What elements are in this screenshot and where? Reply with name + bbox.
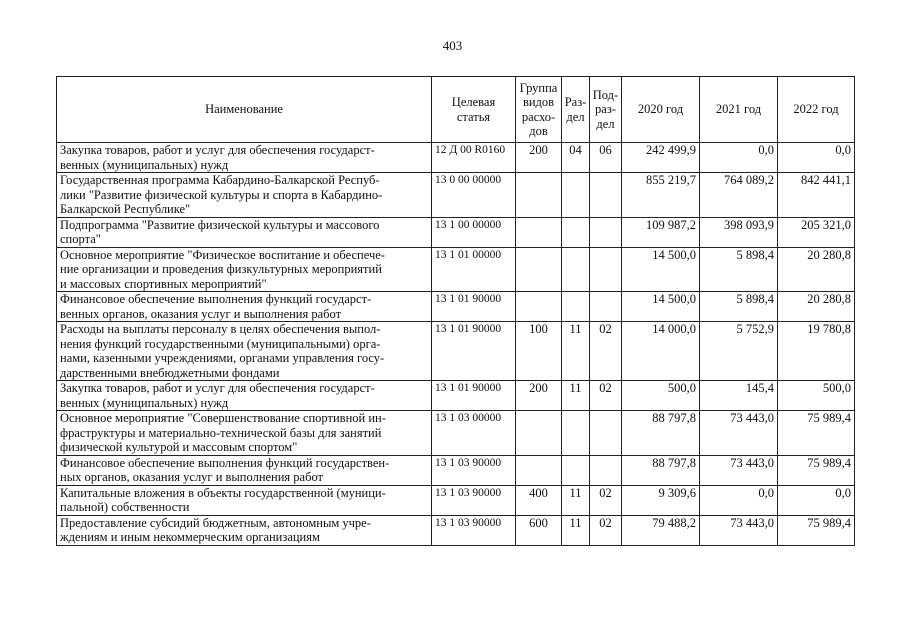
cell-2022: 0,0 [778,485,855,515]
cell-name: Расходы на выплаты персоналу в целях обеспечения выпол- нения функций государственными (муниципальными) орга- нами, казенными учреждениями, органами управления госу- дарственными внебюджетными фондами [57,322,432,381]
cell-2022: 842 441,1 [778,173,855,218]
cell-2021: 5 898,4 [700,292,778,322]
cell-subsection: 02 [590,381,622,411]
cell-target-article: 13 1 03 90000 [432,455,516,485]
cell-expense-group: 200 [516,381,562,411]
table-row [57,411,855,456]
cell-subsection [590,217,622,247]
cell-name: Подпрограмма "Развитие физической культуры и массового спорта" [57,217,432,247]
cell-subsection [590,292,622,322]
cell-section: 04 [562,143,590,173]
cell-2022: 75 989,4 [778,455,855,485]
cell-subsection: 02 [590,322,622,381]
cell-subsection [590,247,622,292]
cell-expense-group [516,292,562,322]
cell-2020: 14 500,0 [622,292,700,322]
cell-2022: 19 780,8 [778,322,855,381]
cell-2021: 73 443,0 [700,411,778,456]
header-2021: 2021 год [700,77,778,143]
cell-2021: 145,4 [700,381,778,411]
cell-2020: 88 797,8 [622,455,700,485]
cell-expense-group [516,411,562,456]
table-row [57,217,855,247]
cell-section [562,217,590,247]
table-row [57,292,855,322]
cell-2022: 0,0 [778,143,855,173]
cell-2020: 855 219,7 [622,173,700,218]
cell-expense-group: 100 [516,322,562,381]
table-header-row [57,77,855,143]
cell-subsection: 02 [590,515,622,545]
cell-target-article: 13 1 03 90000 [432,515,516,545]
header-name: Наименование [57,77,432,143]
cell-2021: 73 443,0 [700,455,778,485]
cell-2020: 79 488,2 [622,515,700,545]
header-2020: 2020 год [622,77,700,143]
cell-target-article: 13 0 00 00000 [432,173,516,218]
cell-2021: 73 443,0 [700,515,778,545]
cell-target-article: 13 1 03 00000 [432,411,516,456]
cell-target-article: 13 1 01 90000 [432,322,516,381]
cell-expense-group: 200 [516,143,562,173]
cell-expense-group: 400 [516,485,562,515]
cell-name: Основное мероприятие "Физическое воспитание и обеспече- ние организации и проведения физкультурных мероприятий и массовых спортивных мероприятий" [57,247,432,292]
cell-name: Основное мероприятие "Совершенствование спортивной ин- фраструктуры и материально-технической базы для занятий физической культурой и массовым спортом" [57,411,432,456]
table-row [57,322,855,381]
cell-target-article: 13 1 03 90000 [432,485,516,515]
cell-section [562,173,590,218]
table-row [57,247,855,292]
cell-2022: 500,0 [778,381,855,411]
cell-2021: 0,0 [700,143,778,173]
cell-expense-group [516,217,562,247]
budget-table [56,76,855,546]
cell-name: Финансовое обеспечение выполнения функций государст- венных органов, оказания услуг и выполнения работ [57,292,432,322]
cell-name: Капитальные вложения в объекты государственной (муници- пальной) собственности [57,485,432,515]
table-row [57,515,855,545]
cell-2020: 109 987,2 [622,217,700,247]
cell-2021: 5 898,4 [700,247,778,292]
cell-name: Финансовое обеспечение выполнения функций государствен- ных органов, оказания услуг и выполнения работ [57,455,432,485]
cell-2020: 242 499,9 [622,143,700,173]
cell-expense-group [516,173,562,218]
cell-2020: 14 000,0 [622,322,700,381]
cell-target-article: 13 1 01 90000 [432,292,516,322]
table-row [57,455,855,485]
cell-2021: 398 093,9 [700,217,778,247]
table-row [57,485,855,515]
cell-section [562,292,590,322]
cell-target-article: 13 1 00 00000 [432,217,516,247]
table-row [57,143,855,173]
cell-2022: 75 989,4 [778,515,855,545]
cell-2022: 20 280,8 [778,292,855,322]
cell-subsection: 06 [590,143,622,173]
cell-expense-group: 600 [516,515,562,545]
table-body [57,143,855,546]
cell-name: Предоставление субсидий бюджетным, автономным учре- ждениям и иным некоммерческим организациям [57,515,432,545]
cell-2022: 20 280,8 [778,247,855,292]
cell-name: Закупка товаров, работ и услуг для обеспечения государст- венных (муниципальных) нужд [57,143,432,173]
cell-2020: 14 500,0 [622,247,700,292]
cell-subsection [590,411,622,456]
header-subsection: Под- раз- дел [590,77,622,143]
cell-name: Закупка товаров, работ и услуг для обеспечения государст- венных (муниципальных) нужд [57,381,432,411]
cell-2020: 9 309,6 [622,485,700,515]
cell-target-article: 12 Д 00 R0160 [432,143,516,173]
cell-2021: 0,0 [700,485,778,515]
cell-2020: 88 797,8 [622,411,700,456]
cell-2022: 75 989,4 [778,411,855,456]
cell-2021: 764 089,2 [700,173,778,218]
page-number: 403 [442,38,463,53]
table-row [57,173,855,218]
cell-target-article: 13 1 01 90000 [432,381,516,411]
cell-name: Государственная программа Кабардино-Балкарской Респуб- лики "Развитие физической культуры и спорта в Кабардино- Балкарской Республике" [57,173,432,218]
cell-section: 11 [562,381,590,411]
cell-section: 11 [562,485,590,515]
cell-expense-group [516,247,562,292]
cell-section [562,411,590,456]
cell-subsection [590,455,622,485]
header-section: Раз- дел [562,77,590,143]
table-row [57,381,855,411]
cell-subsection [590,173,622,218]
cell-section: 11 [562,515,590,545]
header-2022: 2022 год [778,77,855,143]
cell-section [562,455,590,485]
header-target-article: Целевая статья [432,77,516,143]
cell-section [562,247,590,292]
cell-2021: 5 752,9 [700,322,778,381]
cell-2022: 205 321,0 [778,217,855,247]
cell-section: 11 [562,322,590,381]
cell-subsection: 02 [590,485,622,515]
header-expense-group: Группа видов расхо- дов [516,77,562,143]
cell-2020: 500,0 [622,381,700,411]
cell-expense-group [516,455,562,485]
cell-target-article: 13 1 01 00000 [432,247,516,292]
